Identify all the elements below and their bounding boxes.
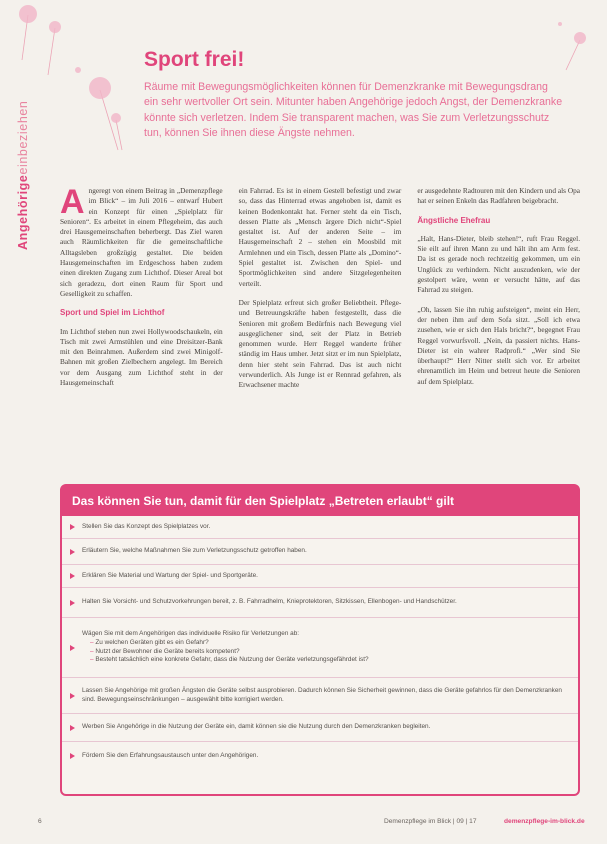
- column-2: [239, 186, 402, 476]
- drop-cap: A: [60, 183, 85, 221]
- tips-item-text: Wägen Sie mit dem Angehörigen das individuelle Risiko für Verletzungen ab:: [82, 629, 300, 637]
- tips-item-text: Lassen Sie Angehörige mit großen Ängsten die Geräte selbst ausprobieren. Dadurch können Sie Sicherheit gewinnen, dass die Geräte gefahrlos für den Demenzkranken sind. Bewegungseinschränkungen – ausgewählt bitte korrigiert werden.: [82, 686, 562, 703]
- intro-paragraph: [60, 183, 223, 299]
- column-3: [417, 186, 580, 476]
- paragraph: Im Lichthof stehen nun zwei Hollywoodschaukeln, ein Tisch mit zwei Armstühlen und eine Dreisitzer-Bank mit den Beinrahmen. Außerdem sind zwei Minigolf-Bahnen mit großen Zielbechern angelegt. Im Bereich vor dem Ausgang zum Lichthof steht in der Hausgemeinschaft: [60, 326, 223, 388]
- tips-subitem: – Zu welchen Geräten gibt es ein Gefahr?: [82, 639, 572, 648]
- section-label-secondary: einbeziehen: [16, 100, 30, 175]
- tips-list: [62, 516, 578, 770]
- page-title: Sport frei!: [144, 48, 245, 71]
- tips-list-item: [62, 678, 578, 714]
- tips-list-item: [62, 742, 578, 770]
- tips-item-text: Erklären Sie Material und Wartung der Spiel- und Sportgeräte.: [82, 571, 258, 579]
- paragraph: er ausgedehnte Radtouren mit den Kindern und als Opa hat er seinen Enkeln das Radfahren beigebracht.: [417, 186, 581, 206]
- website-link[interactable]: demenzpflege-im-blick.de: [504, 818, 585, 825]
- bullet-triangle-icon: [70, 573, 75, 579]
- page-number: 6: [38, 818, 42, 825]
- paragraph: „Oh, lassen Sie ihn ruhig aufsteigen“, meint ein Herr, der neben ihm auf dem Sofa sitzt. „Soll ich etwa zusehen, wie er sich den Hals bricht?“, begegnet Frau Reggel vorwurfsvoll. „Nein, da passiert nichts. Hans-Dieter ist ein wahrer Radprofi.“ „Wer sind Sie überhaupt?“ Herr Nitter stellt sich vor. Er arbeitet ehrenamtlich im Heim und betreut heute die Senioren auf dem Spielplatz.: [417, 304, 581, 386]
- subheading-sport: Sport und Spiel im Lichthof: [60, 308, 165, 318]
- tips-list-item: [62, 565, 578, 588]
- tips-item-text: Erläutern Sie, welche Maßnahmen Sie zum Verletzungsschutz getroffen haben.: [82, 547, 307, 555]
- intro-text: ngeregt von einem Beitrag in „Demenzpflege im Blick“ – im Juli 2016 – entwarf Hubert ein Konzept für einen „Spielplatz für Senioren“. Es arbeitet in einem Pflegeheim, das auch drei Hausgemeinschaften beherbergt. Das Ziel waren auch Räumlichkeiten für die gemeinschaftliche Alltagsleben großzügig gestaltet. Die beiden Hausgemeinschaften im Erdgeschoss haben zudem einen direkten Zugang zum Lichthof. Dieser Areal bot sich geradezu, dort einen Raum für Sport und Geselligkeit zu schaffen.: [60, 186, 223, 298]
- bullet-triangle-icon: [70, 549, 75, 555]
- magazine-issue: Demenzpflege im Blick | 09 | 17: [384, 818, 477, 825]
- bullet-triangle-icon: [70, 645, 75, 651]
- tips-subitem: – Nutzt der Bewohner die Geräte bereits kompetent?: [82, 648, 572, 657]
- tips-list-item: [62, 539, 578, 565]
- paragraph: „Halt, Hans-Dieter, bleib stehen!“, ruft Frau Reggel. Sie eilt auf ihren Mann zu und hält ihn am Arm fest. Da ist es gerade noch rechtzeitig gekommen, um ein Unglück zu verhindern. Nicht auszudenken, wie der gestolpert wäre, wenn er versucht hätte, auf das Fahrrad zu steigen.: [417, 233, 581, 295]
- column-1: [60, 183, 223, 476]
- paragraph: ein Fahrrad. Es ist in einem Gestell befestigt und zwar so, dass das Hinterrad etwas angehoben ist, damit es keinen Bodenkontakt hat. Ferner steht da ein Tisch, dessen Platte als „Mensch ärgere Dich nicht“-Spiel gestaltet ist. Auf der anderen Seite – im Hausgemeinschaft 2 – stehen ein Moosbild mit Armlehnen und ein Tisch, dessen Platte als „Domino“-Spiel gestaltet ist. Zwischen den Spiel- und Sportmöglichkeiten sind andere Sitzgelegenheiten verteilt.: [238, 186, 402, 288]
- tips-item-text: Werben Sie Angehörige in die Nutzung der Geräte ein, damit können sie die Nutzung durch den Demenzkranken begleiten.: [82, 723, 431, 731]
- section-label-primary: Angehörige: [16, 174, 30, 250]
- paragraph: Der Spielplatz erfreut sich großer Beliebtheit. Pflege- und Betreuungskräfte haben festgestellt, dass die Senioren mit großem Bedürfnis nach Bewegung viel ausgeglichener sind, seit der Platz in Betrieb genommen wurde. Herr Reggel wanderte früher ständig im Haus umher. Jetzt sitzt er im nun Spielplatz, denn hier steht sein Fahrrad. Das ist auch nicht verwunderlich. Als Junge ist er Rennrad gefahren, als Erwachsener machte: [238, 297, 402, 390]
- tips-box-title: Das können Sie tun, damit für den Spielplatz „Betreten erlaubt“ gilt: [62, 486, 578, 516]
- subheading-ehefrau: Ängstliche Ehefrau: [417, 215, 491, 225]
- bullet-triangle-icon: [70, 524, 75, 530]
- lead-paragraph: Räume mit Bewegungsmöglichkeiten können für Demenzkranke mit Bewegungsdrang ein sehr wertvoller Ort sein. Mitunter haben Angehörige jedoch Angst, der Demenzkranke könnte sich verletzen. Indem Sie transparent machen, was Sie zum Verletzungsschutz tun, können Sie ihnen diese Ängste nehmen.: [144, 81, 563, 140]
- tips-list-item: [62, 714, 578, 742]
- tips-item-text: Halten Sie Vorsicht- und Schutzvorkehrungen bereit, z. B. Fahrradhelm, Knieprotektoren, Sitzkissen, Ellenbogen- und Handschützer.: [82, 598, 457, 606]
- bullet-triangle-icon: [70, 725, 75, 731]
- bullet-triangle-icon: [70, 693, 75, 699]
- tips-list-item: [62, 588, 578, 618]
- bullet-triangle-icon: [70, 753, 75, 759]
- tips-item-text: Stellen Sie das Konzept des Spielplatzes vor.: [82, 522, 211, 530]
- article-body: [60, 183, 581, 476]
- tips-list-item: [62, 618, 578, 678]
- tips-item-text: Fördern Sie den Erfahrungsaustausch unter den Angehörigen.: [82, 751, 259, 759]
- section-label: [16, 101, 30, 250]
- tips-box: [60, 484, 580, 796]
- page-footer: [0, 814, 607, 834]
- tips-subitem: – Besteht tatsächlich eine konkrete Gefahr, dass die Nutzung der Geräte verletzungsgefährdet ist?: [82, 656, 572, 665]
- tips-list-item: [62, 516, 578, 539]
- bullet-triangle-icon: [70, 600, 75, 606]
